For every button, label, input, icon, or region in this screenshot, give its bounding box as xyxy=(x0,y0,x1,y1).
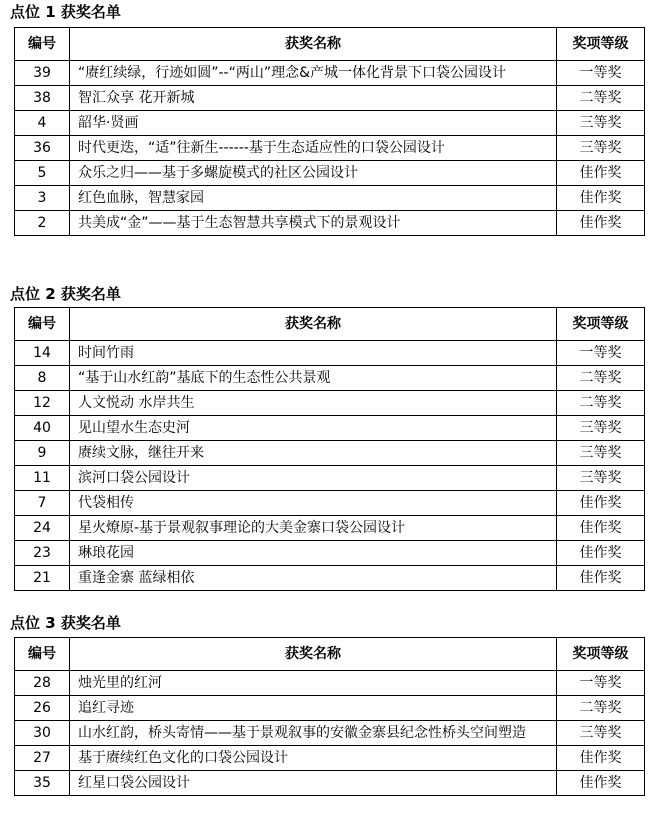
section-3-title: 点位 3 获奖名单 xyxy=(10,614,121,632)
entry-number: 40 xyxy=(15,416,70,441)
entry-name: 星火燎原-基于景观叙事理论的大美金寨口袋公园设计 xyxy=(70,516,557,541)
entry-name: 见山望水生态史河 xyxy=(70,416,557,441)
header-name: 获奖名称 xyxy=(70,308,557,341)
entry-number: 24 xyxy=(15,516,70,541)
entry-number: 38 xyxy=(15,86,70,111)
award-level: 二等奖 xyxy=(557,696,645,721)
entry-name: 众乐之归——基于多螺旋模式的社区公园设计 xyxy=(70,161,557,186)
award-level: 佳作奖 xyxy=(557,211,645,236)
award-level: 三等奖 xyxy=(557,441,645,466)
entry-name: 时代更迭，“适”往新生------基于生态适应性的口袋公园设计 xyxy=(70,136,557,161)
award-level: 三等奖 xyxy=(557,416,645,441)
entry-name: “赓红续绿，行迹如圆”--“两山”理念&产城一体化背景下口袋公园设计 xyxy=(70,61,557,86)
entry-name: 时间竹雨 xyxy=(70,341,557,366)
table-row xyxy=(15,61,645,86)
header-num: 编号 xyxy=(15,638,70,671)
entry-name: 烛光里的红河 xyxy=(70,671,557,696)
entry-number: 7 xyxy=(15,491,70,516)
table-row xyxy=(15,111,645,136)
award-level: 佳作奖 xyxy=(557,161,645,186)
table-row xyxy=(15,721,645,746)
award-level: 一等奖 xyxy=(557,671,645,696)
award-level: 三等奖 xyxy=(557,466,645,491)
award-level: 二等奖 xyxy=(557,366,645,391)
entry-name: 滨河口袋公园设计 xyxy=(70,466,557,491)
entry-number: 36 xyxy=(15,136,70,161)
table-row xyxy=(15,161,645,186)
award-level: 佳作奖 xyxy=(557,771,645,796)
entry-number: 26 xyxy=(15,696,70,721)
entry-number: 28 xyxy=(15,671,70,696)
header-name: 获奖名称 xyxy=(70,28,557,61)
header-name: 获奖名称 xyxy=(70,638,557,671)
award-level: 佳作奖 xyxy=(557,746,645,771)
entry-name: 红色血脉，智慧家园 xyxy=(70,186,557,211)
award-level: 一等奖 xyxy=(557,341,645,366)
award-level: 三等奖 xyxy=(557,136,645,161)
table-row xyxy=(15,541,645,566)
entry-name: 追红寻迹 xyxy=(70,696,557,721)
table-header-row xyxy=(15,308,645,341)
entry-name: 韶华·贤画 xyxy=(70,111,557,136)
entry-name: 代袋相传 xyxy=(70,491,557,516)
entry-number: 21 xyxy=(15,566,70,591)
entry-name: 赓续文脉，继往开来 xyxy=(70,441,557,466)
award-level: 佳作奖 xyxy=(557,186,645,211)
award-level: 佳作奖 xyxy=(557,516,645,541)
award-level: 三等奖 xyxy=(557,721,645,746)
table-row xyxy=(15,771,645,796)
table-row xyxy=(15,136,645,161)
award-table-2 xyxy=(14,307,645,591)
table-row xyxy=(15,491,645,516)
table-row xyxy=(15,341,645,366)
header-level: 奖项等级 xyxy=(557,638,645,671)
entry-number: 23 xyxy=(15,541,70,566)
table-row xyxy=(15,416,645,441)
table-row xyxy=(15,746,645,771)
entry-number: 12 xyxy=(15,391,70,416)
table-row xyxy=(15,366,645,391)
award-level: 二等奖 xyxy=(557,391,645,416)
award-table-3 xyxy=(14,637,645,796)
entry-name: 共美成“金”——基于生态智慧共享模式下的景观设计 xyxy=(70,211,557,236)
table-header-row xyxy=(15,638,645,671)
table-row xyxy=(15,186,645,211)
entry-name: 人文悦动 水岸共生 xyxy=(70,391,557,416)
award-table-1 xyxy=(14,27,645,236)
entry-name: 重逢金寨 蓝绿相依 xyxy=(70,566,557,591)
table-row xyxy=(15,696,645,721)
table-row xyxy=(15,516,645,541)
header-num: 编号 xyxy=(15,28,70,61)
award-level: 二等奖 xyxy=(557,86,645,111)
award-level: 三等奖 xyxy=(557,111,645,136)
entry-number: 35 xyxy=(15,771,70,796)
entry-name: 山水红韵，桥头寄情——基于景观叙事的安徽金寨县纪念性桥头空间塑造 xyxy=(70,721,557,746)
table-row xyxy=(15,211,645,236)
entry-number: 4 xyxy=(15,111,70,136)
table-row xyxy=(15,566,645,591)
entry-number: 39 xyxy=(15,61,70,86)
entry-number: 3 xyxy=(15,186,70,211)
table-row xyxy=(15,86,645,111)
entry-name: 红星口袋公园设计 xyxy=(70,771,557,796)
entry-number: 27 xyxy=(15,746,70,771)
header-num: 编号 xyxy=(15,308,70,341)
table-row xyxy=(15,671,645,696)
table-row xyxy=(15,391,645,416)
entry-name: “基于山水红韵”基底下的生态性公共景观 xyxy=(70,366,557,391)
entry-number: 30 xyxy=(15,721,70,746)
entry-name: 智汇众享 花开新城 xyxy=(70,86,557,111)
table-header-row xyxy=(15,28,645,61)
header-level: 奖项等级 xyxy=(557,28,645,61)
entry-name: 基于赓续红色文化的口袋公园设计 xyxy=(70,746,557,771)
header-level: 奖项等级 xyxy=(557,308,645,341)
section-2-title: 点位 2 获奖名单 xyxy=(10,285,121,303)
section-1-title: 点位 1 获奖名单 xyxy=(10,3,121,21)
entry-name: 琳琅花园 xyxy=(70,541,557,566)
entry-number: 14 xyxy=(15,341,70,366)
award-level: 佳作奖 xyxy=(557,541,645,566)
award-level: 佳作奖 xyxy=(557,566,645,591)
entry-number: 11 xyxy=(15,466,70,491)
entry-number: 5 xyxy=(15,161,70,186)
entry-number: 2 xyxy=(15,211,70,236)
table-row xyxy=(15,441,645,466)
award-level: 一等奖 xyxy=(557,61,645,86)
entry-number: 8 xyxy=(15,366,70,391)
entry-number: 9 xyxy=(15,441,70,466)
award-level: 佳作奖 xyxy=(557,491,645,516)
table-row xyxy=(15,466,645,491)
